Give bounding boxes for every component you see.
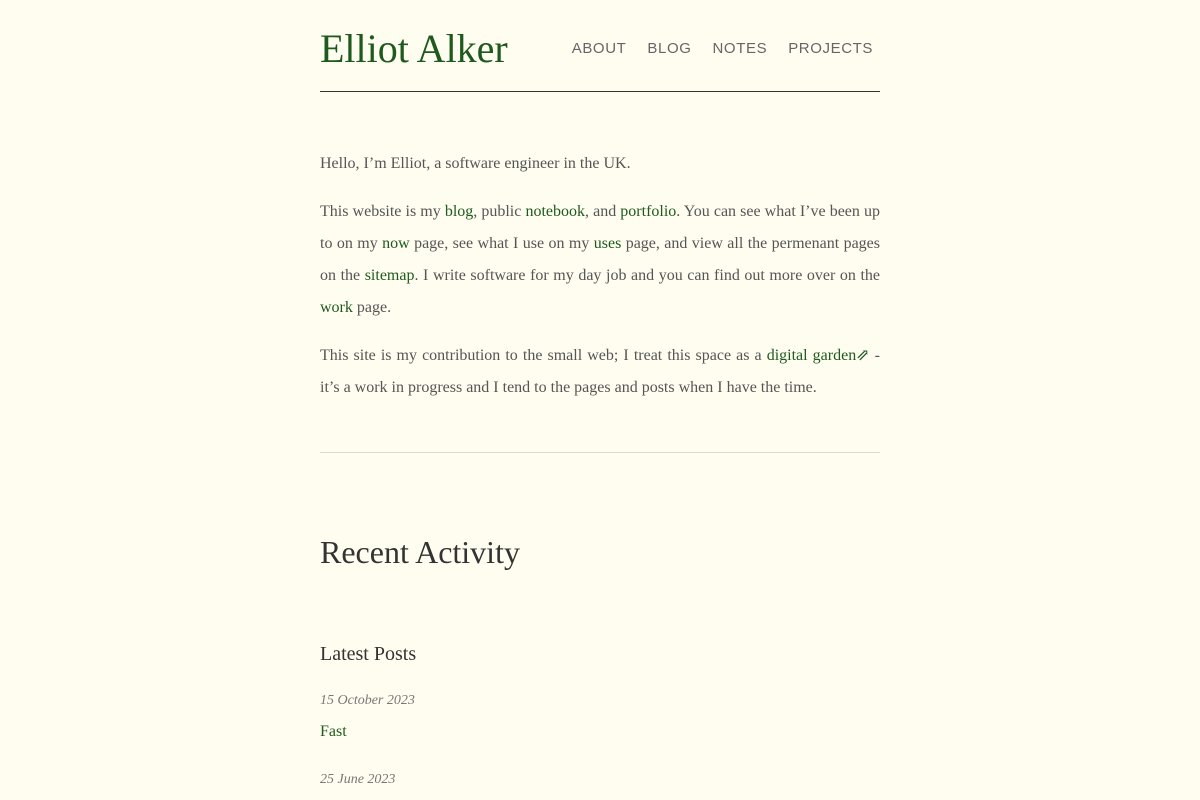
post-title-link[interactable]: Fast [320,723,347,740]
intro-paragraph-site [320,196,880,324]
post-date: 25 June 2023 [320,772,396,787]
intro-greeting: Hello, I’m Elliot, a software engineer in the UK. [320,155,631,172]
page-container [320,0,880,800]
intro-text: . I write software for my day job and you can find out more over on the [414,267,881,284]
latest-posts-heading: Latest Posts [320,643,417,665]
work-link[interactable]: work [320,299,353,316]
sitemap-link[interactable]: sitemap [364,267,415,284]
portfolio-link[interactable]: portfolio [620,203,677,220]
now-link[interactable]: now [382,235,410,252]
site-header [320,0,880,92]
intro-text: page, see what I use on my [409,235,594,252]
digital-garden-external-link[interactable]: digital garden⇗ [766,347,870,364]
intro-paragraph-garden [320,340,880,404]
post-item [320,770,880,800]
recent-activity-heading: Recent Activity [320,534,520,570]
intro-section [320,92,880,404]
nav-blog-link[interactable]: BLOG [647,40,692,57]
nav-about-link[interactable]: ABOUT [571,40,627,57]
intro-text: , public [473,203,526,220]
nav-notes-link[interactable]: NOTES [712,40,768,57]
site-title-link[interactable]: Elliot Alker [320,26,508,71]
intro-text: . You can see what I’ve been up to on my [320,203,881,252]
intro-text: page, and view all the permenant pages on the [320,235,881,284]
intro-text: , and [585,203,621,220]
blog-link[interactable]: blog [444,203,474,220]
main-nav [572,40,873,58]
section-divider [320,452,880,453]
notebook-link[interactable]: notebook [525,203,585,220]
post-date: 15 October 2023 [320,693,415,708]
intro-text: This website is my [320,203,445,220]
intro-text: This site is my contribution to the small web; I treat this space as a [320,347,767,364]
post-item [320,691,880,742]
intro-text: page. [352,299,392,316]
nav-projects-link[interactable]: PROJECTS [788,40,873,57]
intro-text: - it’s a work in progress and I tend to the pages and posts when I have the time. [320,347,881,396]
recent-activity-section [320,533,880,800]
uses-link[interactable]: uses [593,235,622,252]
